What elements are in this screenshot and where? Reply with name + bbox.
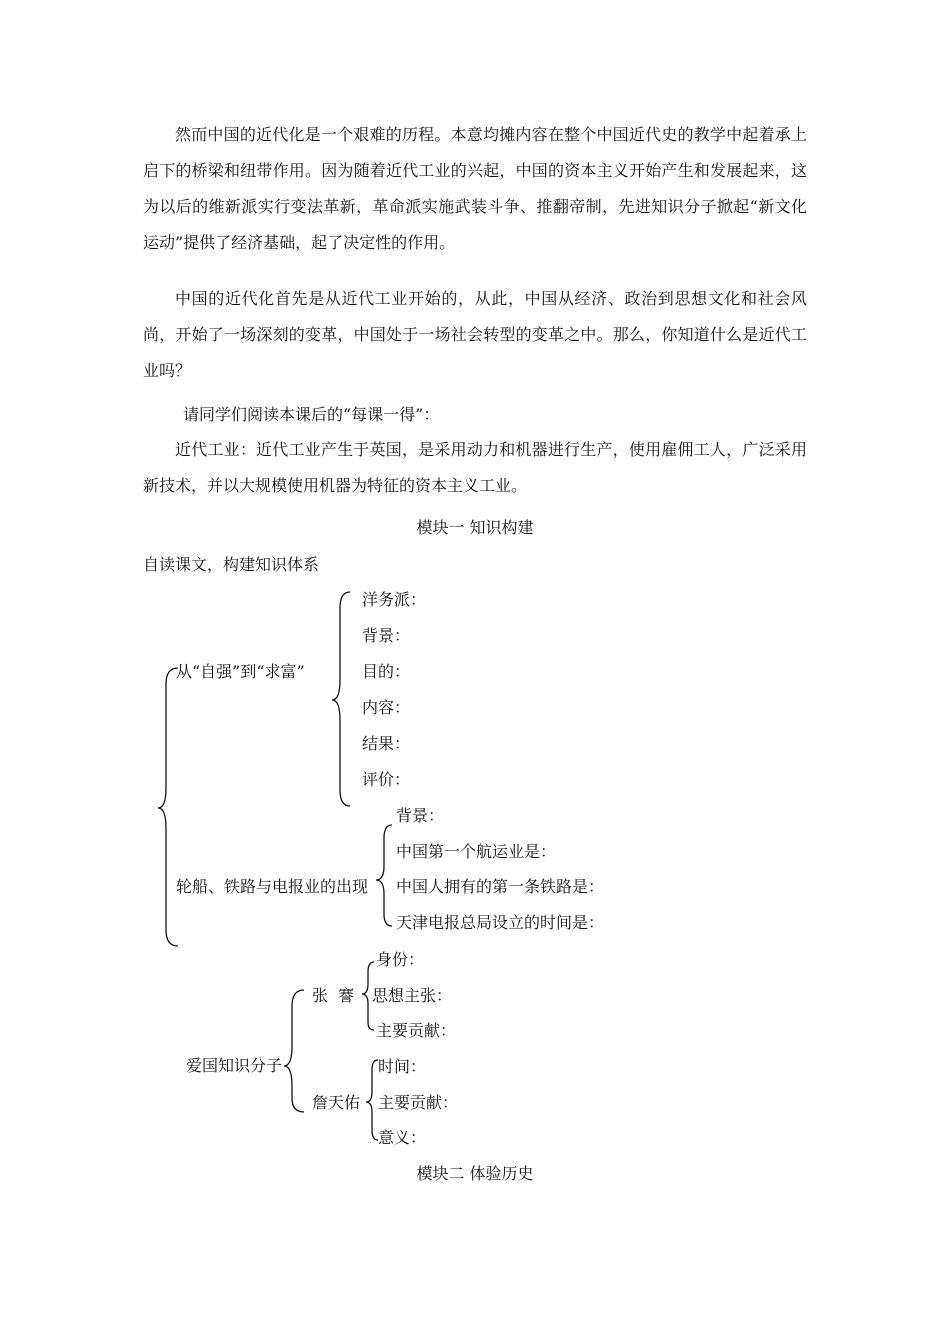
module2-title: 模块二 体验历史 [416, 1164, 534, 1183]
branch1-brace [332, 592, 350, 806]
branch1-label: 从“自强”到“求富” [176, 662, 305, 681]
outer-brace [158, 668, 178, 946]
branch1-item: 内容： [362, 698, 411, 717]
intro-paragraph-1: 然而中国的近代化是一个艰难的历程。本意均摊内容在整个中国近代史的教学中起着承上启下的桥梁和纽带作用。因为随着近代工业的兴起，中国的资本主义开始产生和发展起来，这为以后的维新派实行变法革新，革命派实施武装斗争、推翻帝制，先进知识分子掀起“新文化运动”提供了经济基础，起了决定性的作用。 [143, 125, 807, 252]
zhan-item: 意义： [378, 1128, 427, 1147]
zhang-item: 主要贡献： [376, 1021, 457, 1040]
self-study-instruction: 自读课文，构建知识体系 [143, 555, 320, 574]
zhan-item: 时间： [378, 1057, 427, 1076]
zhan-item: 主要贡献： [378, 1093, 459, 1112]
branch2-label: 轮船、铁路与电报业的出现 [176, 877, 369, 896]
module1-title: 模块一 知识构建 [416, 518, 534, 537]
intro-paragraph-2: 中国的近代化首先是从近代工业开始的，从此，中国从经济、政治到思想文化和社会风尚，开始了一场深刻的变革，中国处于一场社会转型的变革之中。那么，你知道什么是近代工业吗？ [143, 289, 807, 380]
intellectuals-brace [284, 990, 304, 1112]
branch1-item: 洋务派： [362, 590, 427, 609]
branch1-item: 结果： [362, 734, 411, 753]
zhang-item: 身份： [376, 950, 425, 969]
branch2-item: 背景： [396, 806, 445, 825]
definition-paragraph: 近代工业：近代工业产生于英国，是采用动力和机器进行生产，使用雇佣工人，广泛采用新技术，并以大规模使用机器为特征的资本主义工业。 [143, 440, 807, 495]
branch2-item: 中国人拥有的第一条铁路是： [396, 877, 605, 896]
branch1-item: 评价： [362, 770, 411, 789]
branch1-item: 目的： [362, 662, 411, 681]
branch2-item: 中国第一个航运业是： [396, 842, 557, 861]
branch2-brace [376, 825, 392, 926]
zhang-item: 思想主张： [372, 986, 453, 1005]
zhan-label: 詹天佑 [312, 1093, 361, 1112]
zhan-brace [366, 1060, 378, 1140]
reading-prompt: 请同学们阅读本课后的“每课一得”： [183, 405, 440, 424]
branch1-item: 背景： [362, 626, 411, 645]
intellectuals-label: 爱国知识分子 [186, 1056, 283, 1075]
branch2-item: 天津电报总局设立的时间是： [396, 913, 605, 932]
zhang-label: 张 謇 [312, 986, 355, 1005]
